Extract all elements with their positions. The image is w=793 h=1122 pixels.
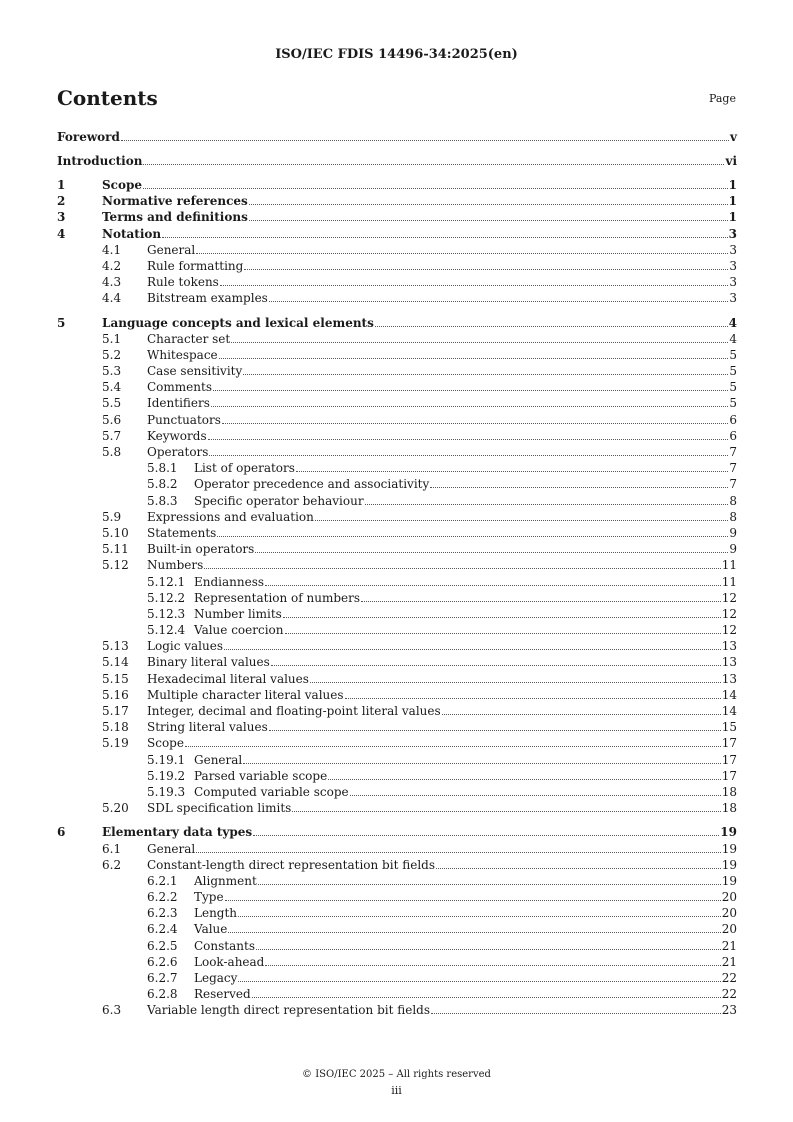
toc-entry-title: General [147,242,196,257]
toc-entry[interactable] [57,476,737,492]
toc-entry[interactable] [57,363,737,379]
toc-entry-page: 18 [721,801,737,816]
toc-dot-leader [350,794,721,796]
toc-entry[interactable] [57,954,737,970]
toc-entry-page: 22 [721,971,737,985]
toc-entry-title: Constants [194,938,255,953]
toc-entry-number: 5.16 [102,687,129,702]
toc-entry-title: Language concepts and lexical elements [102,315,374,330]
toc-entry-title: Character set [147,331,231,346]
toc-entry-title: Scope [147,736,184,751]
toc-dot-leader [238,915,721,917]
toc-entry[interactable] [57,905,737,921]
toc-entry-title: Normative references [102,194,248,209]
toc-entry-page: 4 [728,315,737,330]
toc-entry-number: 6.2.1 [147,873,178,888]
toc-entry-title: List of operators [194,461,295,476]
toc-entry-number: 5.11 [102,542,129,557]
toc-dot-leader [231,341,728,343]
toc-entry-title: Punctuators [147,412,221,427]
toc-entry-title: Built-in operators [147,542,255,557]
toc-entry-title: Operators [147,445,209,459]
toc-entry[interactable] [57,274,737,290]
toc-entry-page: 19 [721,873,737,888]
toc-entry-title: Numbers [147,558,204,573]
toc-dot-leader [283,616,721,618]
toc-entry-number: 5.12 [102,558,129,573]
toc-entry-number: 6.2.4 [147,922,178,937]
toc-entry[interactable] [57,541,737,557]
toc-entry-title: Value coercion [194,623,284,638]
toc-entry-title: Expressions and evaluation [147,509,314,524]
toc-entry-number: 5.12.4 [147,623,186,638]
toc-entry[interactable] [57,857,737,873]
copyright-notice: © ISO/IEC 2025 – All rights reserved [302,1069,491,1080]
toc-entry-page: 6 [729,428,737,443]
toc-entry[interactable] [57,129,737,153]
toc-dot-leader [365,503,729,505]
toc-entry-page: 5 [729,364,737,379]
toc-entry-page: 11 [721,558,737,573]
toc-dot-leader [196,252,728,254]
toc-entry-number: 5.19.3 [147,784,186,799]
toc-entry-number: 5.19.1 [147,752,186,767]
toc-entry-title: Foreword [57,130,120,144]
toc-entry-title: Introduction [57,154,143,168]
toc-entry-number: 6.1 [102,841,122,856]
toc-dot-leader [209,454,728,456]
toc-entry-number: 6.2.6 [147,954,178,969]
toc-entry[interactable] [57,460,737,476]
toc-entry[interactable] [57,622,737,638]
toc-entry-title: Computed variable scope [194,784,349,799]
toc-entry-title: Bitstream examples [147,291,268,306]
toc-entry-number: 5.7 [102,428,122,443]
toc-entry[interactable] [57,784,737,800]
toc-entry-title: Parsed variable scope [194,768,328,783]
toc-entry-title: General [194,752,243,767]
toc-entry-number: 5.19.2 [147,768,186,783]
toc-entry-number: 5.4 [102,380,122,395]
toc-entry-page: 1 [728,210,737,225]
toc-entry-number: 3 [57,210,66,225]
toc-dot-leader [208,438,729,440]
toc-entry-page: 5 [729,380,737,395]
toc-entry-page: 8 [729,493,737,508]
toc-entry-number: 6.3 [102,1003,122,1018]
toc-entry[interactable] [57,493,737,509]
toc-entry-title: Rule formatting [147,258,244,273]
toc-entry-number: 5.15 [102,671,129,686]
toc-dot-leader [220,284,729,286]
toc-entry-number: 5.6 [102,412,122,427]
toc-entry-page: 21 [721,938,737,953]
toc-dot-leader [121,139,729,141]
toc-entry[interactable] [57,177,737,193]
toc-entry-page: 23 [721,1003,737,1018]
toc-entry[interactable] [57,258,737,274]
toc-entry[interactable] [57,719,737,735]
toc-entry-title: Elementary data types [102,825,253,840]
toc-entry-number: 5.18 [102,720,129,735]
toc-entry[interactable] [57,590,737,606]
toc-entry-number: 4.4 [102,291,122,306]
toc-entry[interactable] [57,873,737,889]
toc-entry-number: 5.14 [102,655,129,670]
toc-entry-number: 5.9 [102,509,122,524]
toc-entry[interactable] [57,226,737,242]
toc-dot-leader [431,1012,721,1014]
toc-entry[interactable] [57,735,737,751]
toc-dot-leader [265,964,720,966]
toc-entry-page: 5 [729,347,737,362]
toc-entry[interactable] [57,687,737,703]
toc-entry-page: 13 [721,655,737,670]
toc-entry[interactable] [57,703,737,719]
toc-entry[interactable] [57,395,737,411]
toc-entry-page: 14 [721,704,737,718]
toc-dot-leader [430,486,728,488]
toc-entry-page: 3 [729,275,737,290]
toc-entry-title: Logic values [147,639,224,654]
toc-entry-page: 13 [721,639,737,654]
toc-dot-leader [196,851,720,853]
toc-entry-number: 5.10 [102,525,129,540]
toc-entry[interactable] [57,752,737,768]
toc-dot-leader [436,867,721,869]
toc-dot-leader [271,664,721,666]
toc-dot-leader [269,300,729,302]
toc-entry-number: 5.13 [102,639,129,654]
toc-entry-number: 6.2.2 [147,890,178,905]
toc-entry[interactable] [57,290,737,306]
toc-dot-leader [361,600,721,602]
toc-entry-page: 12 [721,623,737,638]
toc-entry-page: 7 [729,445,737,459]
toc-entry[interactable] [57,800,737,816]
toc-entry-number: 1 [57,178,66,192]
toc-dot-leader [219,357,729,359]
toc-dot-leader [258,883,721,885]
toc-entry-number: 5.17 [102,704,129,718]
toc-entry-number: 5.12.1 [147,574,186,589]
toc-entry-page: 12 [721,590,737,605]
toc-entry-title: Multiple character literal values [147,687,344,702]
toc-entry-title: SDL specification limits [147,801,292,816]
toc-entry-number: 5.12.3 [147,606,186,621]
toc-dot-leader [238,980,720,982]
toc-entry-page: 9 [729,542,737,557]
toc-entry-title: Representation of numbers [194,590,361,605]
page-column-label: Page [708,92,736,105]
toc-entry-number: 6.2 [102,857,122,872]
toc-dot-leader [256,948,721,950]
toc-entry-number: 5.1 [102,331,122,346]
toc-entry-title: Terms and definitions [102,210,248,225]
toc-entry[interactable] [57,574,737,590]
toc-entry[interactable] [57,428,737,444]
toc-entry-page: 20 [721,922,737,937]
toc-entry-number: 5.8.3 [147,493,178,508]
toc-dot-leader [222,422,728,424]
toc-entry-title: Look-ahead [194,954,265,969]
toc-entry-page: 19 [721,857,737,872]
toc-entry-number: 6.2.3 [147,906,178,921]
toc-entry-page: 9 [729,525,737,540]
toc-entry-title: Identifiers [147,396,210,411]
toc-dot-leader [345,697,721,699]
toc-entry-page: 20 [721,890,737,905]
toc-entry-page: 11 [721,574,737,589]
toc-entry-title: Binary literal values [147,655,270,670]
toc-entry-title: Length [194,906,238,921]
toc-entry[interactable] [57,509,737,525]
toc-entry-page: 7 [729,461,737,476]
toc-entry-title: Legacy [194,971,238,985]
toc-entry-page: 21 [721,954,737,969]
toc-entry-title: Specific operator behaviour [194,493,364,508]
toc-entry[interactable] [57,525,737,541]
toc-entry[interactable] [57,921,737,937]
toc-entry-page: 15 [721,720,737,735]
toc-entry[interactable] [57,768,737,784]
toc-entry-page: 4 [729,331,737,346]
toc-entry-page: 17 [721,736,737,751]
toc-entry[interactable] [57,986,737,1002]
toc-entry-page: 17 [721,768,737,783]
toc-dot-leader [185,745,721,747]
table-of-contents [57,129,737,1019]
toc-entry[interactable] [57,606,737,622]
toc-entry[interactable] [57,824,737,840]
toc-entry-number: 2 [57,194,66,209]
toc-entry-page: 1 [728,178,737,192]
toc-entry-number: 5.2 [102,347,122,362]
toc-entry[interactable] [57,557,737,573]
toc-entry[interactable] [57,193,737,209]
toc-entry-page: 12 [721,606,737,621]
toc-dot-leader [249,203,728,205]
toc-entry-page: 17 [721,752,737,767]
toc-entry[interactable] [57,970,737,986]
toc-entry-page: 6 [729,412,737,427]
toc-entry-title: Number limits [194,606,282,621]
toc-entry-number: 4.2 [102,258,122,273]
toc-entry[interactable] [57,638,737,654]
toc-dot-leader [162,236,728,238]
toc-entry-title: Keywords [147,428,207,443]
toc-dot-leader [211,405,728,407]
toc-entry-page: 13 [721,671,737,686]
page-number: iii [391,1084,402,1097]
toc-entry-title: General [147,841,196,856]
toc-entry-title: Statements [147,525,217,540]
toc-entry-number: 6.2.5 [147,938,178,953]
toc-entry-page: 3 [729,242,737,257]
toc-dot-leader [292,810,720,812]
toc-entry-title: Rule tokens [147,275,219,290]
toc-entry-page: 3 [729,258,737,273]
toc-entry-number: 6.2.8 [147,987,178,1002]
toc-entry-title: Integer, decimal and floating-point literal values [147,704,441,718]
toc-entry-number: 5.3 [102,364,122,379]
toc-entry-page: 7 [729,477,737,492]
toc-entry-title: Endianness [194,574,265,589]
toc-entry-page: 5 [729,396,737,411]
toc-entry-number: 5.8.1 [147,461,178,476]
toc-entry[interactable] [57,331,737,347]
toc-entry-page: 1 [728,194,737,209]
toc-entry[interactable] [57,209,737,225]
toc-dot-leader [442,713,721,715]
toc-entry-title: Case sensitivity [147,364,243,379]
toc-entry-title: Scope [102,178,143,192]
toc-dot-leader [269,729,721,731]
toc-entry-title: Operator precedence and associativity [194,477,430,492]
toc-dot-leader [255,551,728,553]
toc-entry-page: 19 [720,825,737,840]
toc-entry-title: String literal values [147,720,268,735]
toc-dot-leader [315,519,728,521]
toc-dot-leader [310,681,721,683]
toc-dot-leader [204,567,720,569]
toc-entry-number: 4.3 [102,275,122,290]
toc-entry[interactable] [57,889,737,905]
toc-entry-number: 5.8.2 [147,477,178,492]
toc-entry-number: 6 [57,825,66,840]
toc-entry-title: Whitespace [147,347,218,362]
toc-entry-title: Value [194,922,228,937]
toc-dot-leader [243,373,728,375]
toc-entry[interactable] [57,153,737,177]
toc-entry-page: 14 [721,687,737,702]
toc-entry-title: Constant-length direct representation bit fields [147,857,435,872]
toc-entry-page: 20 [721,906,737,921]
toc-entry-number: 5.8 [102,445,122,459]
toc-dot-leader [285,632,721,634]
toc-entry-number: 5 [57,315,66,330]
toc-entry-number: 5.5 [102,396,122,411]
toc-entry-page: 22 [721,987,737,1002]
page-footer [0,1067,793,1099]
toc-entry-number: 5.19 [102,736,129,751]
toc-entry[interactable] [57,379,737,395]
toc-entry-page: 8 [729,509,737,524]
toc-dot-leader [296,470,728,472]
toc-entry-title: Type [194,890,224,905]
toc-dot-leader [143,163,724,165]
toc-entry-number: 4 [57,226,66,241]
toc-entry-page: 19 [721,841,737,856]
toc-entry[interactable] [57,938,737,954]
toc-entry-page: 3 [728,226,737,241]
toc-entry-title: Reserved [194,987,251,1002]
contents-title-row [57,86,737,112]
toc-dot-leader [224,648,721,650]
page-title: Contents [57,86,158,110]
toc-dot-leader [252,996,721,998]
toc-entry-title: Alignment [194,873,257,888]
toc-entry-title: Notation [102,226,162,241]
toc-dot-leader [143,187,728,189]
toc-dot-leader [213,389,728,391]
toc-dot-leader [253,834,719,836]
toc-entry-number: 6.2.7 [147,971,178,985]
toc-entry[interactable] [57,347,737,363]
toc-entry[interactable] [57,444,737,460]
toc-entry-title: Variable length direct representation bit fields [147,1003,431,1018]
toc-entry-number: 5.20 [102,801,129,816]
toc-entry[interactable] [57,654,737,670]
document-id-header: ISO/IEC FDIS 14496-34:2025(en) [275,47,518,62]
toc-dot-leader [243,762,720,764]
toc-dot-leader [265,584,721,586]
toc-entry-page: v [730,130,737,144]
toc-dot-leader [217,535,728,537]
toc-entry-page: 18 [721,784,737,799]
toc-entry[interactable] [57,242,737,258]
toc-dot-leader [249,219,728,221]
toc-entry-title: Hexadecimal literal values [147,671,309,686]
toc-entry-number: 4.1 [102,242,122,257]
toc-entry[interactable] [57,671,737,687]
toc-entry[interactable] [57,841,737,857]
toc-dot-leader [328,778,721,780]
toc-dot-leader [375,325,728,327]
toc-entry-page: 3 [729,291,737,306]
toc-entry[interactable] [57,315,737,331]
toc-entry[interactable] [57,412,737,428]
toc-entry[interactable] [57,1002,737,1018]
toc-dot-leader [225,899,721,901]
toc-dot-leader [228,931,720,933]
toc-entry-title: Comments [147,380,212,395]
toc-entry-page: vi [725,154,737,168]
toc-dot-leader [244,268,728,270]
toc-entry-number: 5.12.2 [147,590,186,605]
